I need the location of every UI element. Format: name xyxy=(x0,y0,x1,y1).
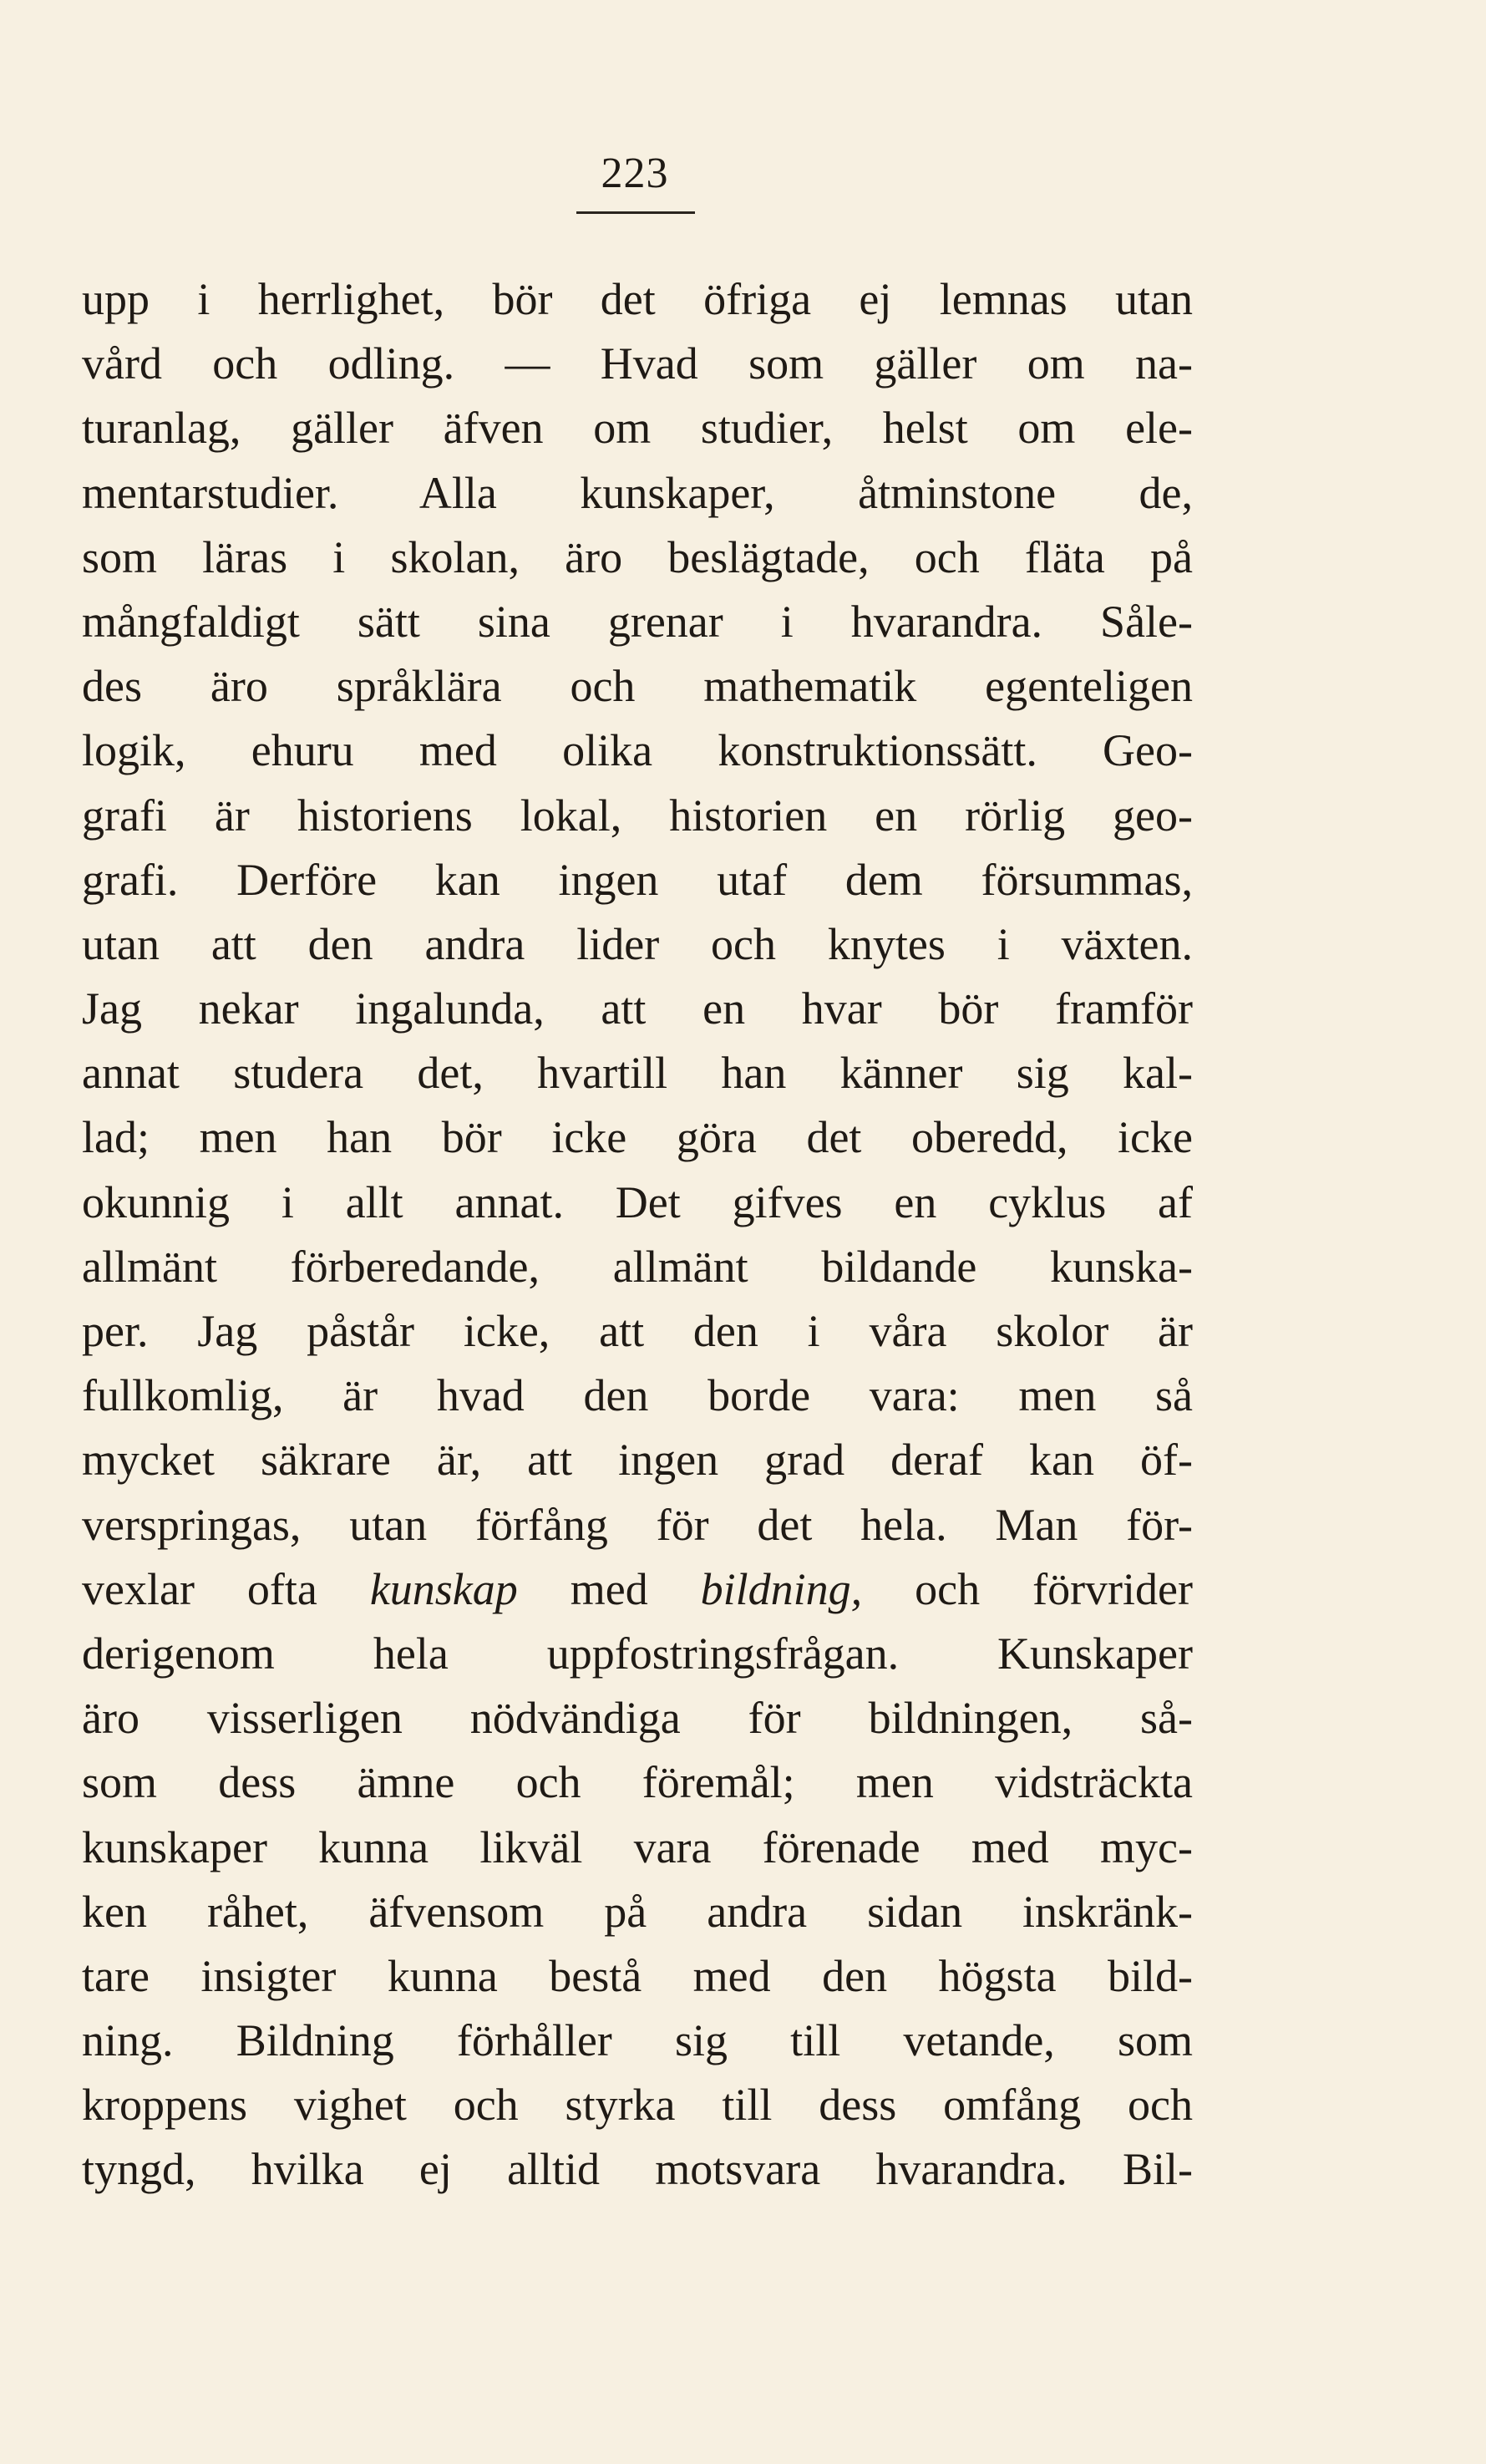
text-line: som dess ämne och föremål; men vidsträckta xyxy=(82,1757,1193,1808)
text-line: logik, ehuru med olika konstruktionssätt. Geo- xyxy=(82,725,1193,776)
text-line: okunnig i allt annat. Det gifves en cyklus af xyxy=(82,1176,1193,1227)
text-line: lad; men han bör icke göra det oberedd, icke xyxy=(82,1112,1193,1163)
text-line: Jag nekar ingalunda, att en hvar bör framför xyxy=(82,983,1193,1034)
text-line: verspringas, utan förfång för det hela. Man för- xyxy=(82,1499,1193,1550)
text-run: vexlar ofta xyxy=(82,1563,370,1614)
emphasis-kunskap: kunskap xyxy=(369,1563,518,1614)
text-line-with-emphasis xyxy=(82,1557,1193,1622)
text-line: kroppens vighet och styrka till dess omfång och xyxy=(82,2080,1193,2131)
text-line: kunskaper kunna likväl vara förenade med myc- xyxy=(82,1821,1193,1872)
text-line: turanlag, gäller äfven om studier, helst om ele- xyxy=(82,403,1193,454)
emphasis-bildning: bildning, xyxy=(700,1563,863,1614)
text-line: äro visserligen nödvändiga för bildningen, så- xyxy=(82,1693,1193,1744)
text-line: mentarstudier. Alla kunskaper, åtminstone de, xyxy=(82,467,1193,518)
text-line: per. Jag påstår icke, att den i våra skolor är xyxy=(82,1306,1193,1356)
text-line: ken råhet, äfvensom på andra sidan inskränk- xyxy=(82,1886,1193,1937)
text-line: grafi. Derföre kan ingen utaf dem försummas, xyxy=(82,854,1193,905)
page-number-rule xyxy=(576,211,695,214)
text-line: utan att den andra lider och knytes i växten. xyxy=(82,918,1193,969)
text-line: mångfaldigt sätt sina grenar i hvarandra. Såle- xyxy=(82,596,1193,647)
text-line: upp i herrlighet, bör det öfriga ej lemnas utan xyxy=(82,274,1193,324)
text-line: tyngd, hvilka ej alltid motsvara hvarandra. Bil- xyxy=(82,2144,1193,2195)
text-line: ning. Bildning förhåller sig till vetande, som xyxy=(82,2015,1193,2066)
text-line: annat studera det, hvartill han känner sig kal- xyxy=(82,1048,1193,1099)
text-line: mycket säkrare är, att ingen grad deraf kan öf- xyxy=(82,1435,1193,1486)
text-line: vård och odling. — Hvad som gäller om na- xyxy=(82,338,1193,389)
text-line: derigenom hela uppfostringsfrågan. Kunskaper xyxy=(82,1628,1193,1679)
text-line: fullkomlig, är hvad den borde vara: men så xyxy=(82,1370,1193,1421)
text-line: tare insigter kunna bestå med den högsta bild- xyxy=(82,1950,1193,2001)
text-line: des äro språklära och mathematik egenteligen xyxy=(82,661,1193,712)
text-run: och förvrider xyxy=(862,1563,1193,1614)
text-line: allmänt förberedande, allmänt bildande kunska- xyxy=(82,1241,1193,1292)
text-line: som läras i skolan, äro beslägtade, och fläta på xyxy=(82,531,1193,582)
text-line: grafi är historiens lokal, historien en rörlig geo- xyxy=(82,790,1193,841)
body-text xyxy=(82,267,1193,2202)
page-number: 223 xyxy=(601,150,669,197)
text-run: med xyxy=(517,1563,701,1614)
